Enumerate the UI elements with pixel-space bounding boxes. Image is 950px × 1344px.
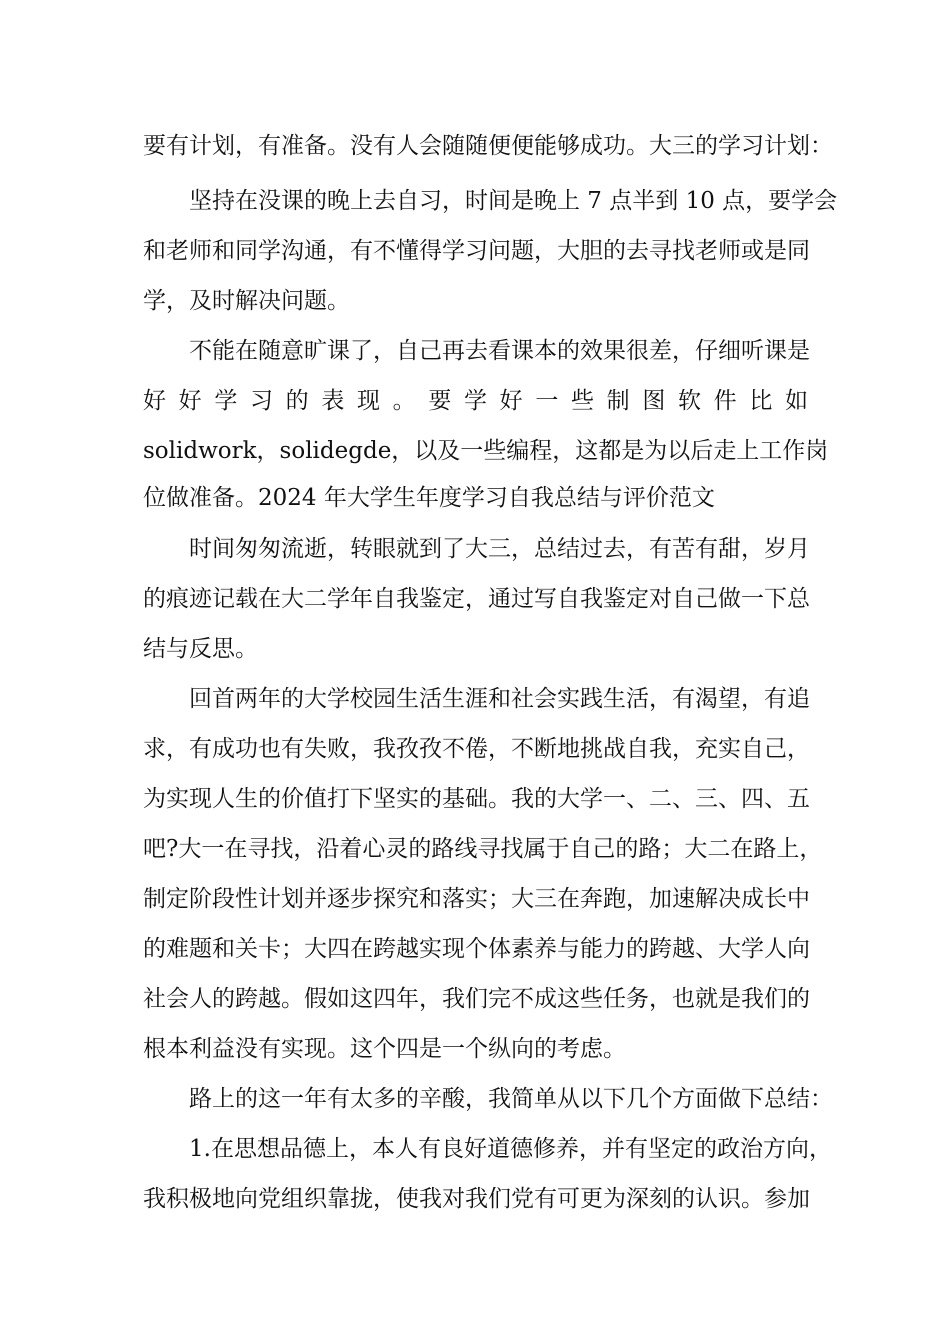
- text-line: 社会人的跨越。假如这四年，我们完不成这些任务，也就是我们的: [143, 986, 810, 1012]
- text-line: 的难题和关卡；大四在跨越实现个体素养与能力的跨越、大学人向: [143, 936, 810, 962]
- text-line: 根本利益没有实现。这个四是一个纵向的考虑。: [143, 1036, 626, 1062]
- text-line: solidwork，solidegde，以及一些编程，这都是为以后走上工作岗: [143, 438, 829, 464]
- text-line: 为实现人生的价值打下坚实的基础。我的大学一、二、三、四、五: [143, 786, 810, 812]
- text-line: 要有计划，有准备。没有人会随随便便能够成功。大三的学习计划：: [143, 133, 833, 159]
- text-line: 吧?大一在寻找，沿着心灵的路线寻找属于自己的路；大二在路上，: [143, 836, 823, 862]
- text-line: 坚持在没课的晚上去自习，时间是晚上 7 点半到 10 点，要学会: [189, 188, 838, 214]
- text-line: 的痕迹记载在大二学年自我鉴定，通过写自我鉴定对自己做一下总: [143, 586, 810, 612]
- text-line: 回首两年的大学校园生活生涯和社会实践生活，有渴望，有追: [189, 686, 810, 712]
- text-line: 位做准备。2024 年大学生年度学习自我总结与评价范文: [143, 485, 715, 511]
- text-line: 学，及时解决问题。: [143, 288, 350, 314]
- text-line: 路上的这一年有太多的辛酸，我简单从以下几个方面做下总结：: [189, 1086, 833, 1112]
- text-line: 和老师和同学沟通，有不懂得学习问题，大胆的去寻找老师或是同: [143, 238, 810, 264]
- text-line: 好 好 学 习 的 表 现 。 要 学 好 一 些 制 图 软 件 比 如: [143, 388, 808, 414]
- text-line: 不能在随意旷课了，自己再去看课本的效果很差，仔细听课是: [189, 338, 810, 364]
- text-line: 时间匆匆流逝，转眼就到了大三，总结过去，有苦有甜，岁月: [189, 536, 810, 562]
- text-line: 我积极地向党组织靠拢，使我对我们党有可更为深刻的认识。参加: [143, 1186, 810, 1212]
- text-line: 结与反思。: [143, 636, 258, 662]
- text-line: 1.在思想品德上，本人有良好道德修养，并有坚定的政治方向，: [189, 1136, 832, 1162]
- text-line: 求，有成功也有失败，我孜孜不倦，不断地挑战自我，充实自己，: [143, 736, 810, 762]
- text-line: 制定阶段性计划并逐步探究和落实；大三在奔跑，加速解决成长中: [143, 886, 810, 912]
